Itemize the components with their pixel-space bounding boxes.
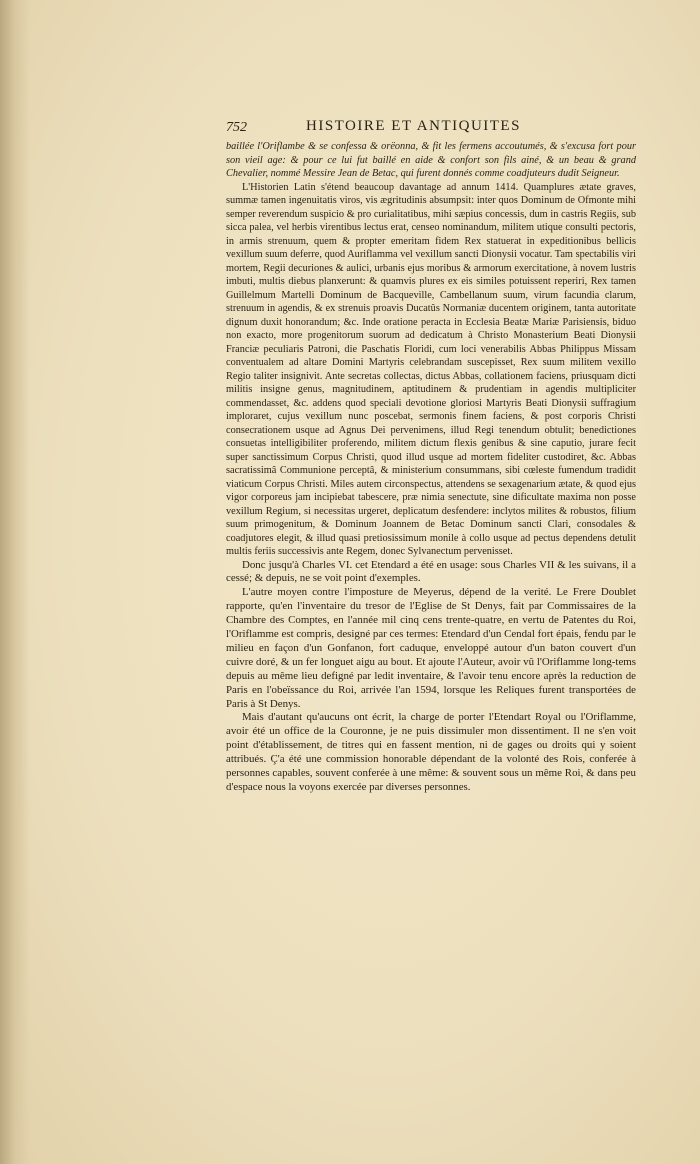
paragraph-4: L'autre moyen contre l'imposture de Meyerus, dépend de la verité. Le Frere Doublet rapporte, qu'en l'inventaire du tresor de l'Eglise de St Denys, fait par Commissaires de la Chambre des Comptes, en l'année mil cinq cens trente-quatre, en vertu de Patentes du Roi, l'Oriflamme est compris, designé par ces termes: Etendard d'un Cendal fort épais, fendu par le milieu en façon d'un Gonfanon, fort caduque, enveloppé autour d'un baton couvert d'un cuivre doré, & un fer longuet aigu au bout. Et ajoute l'Auteur, avoir vû l'Oriflamme long-tems depuis au même lieu defigné par ledit inventaire, & l'avoir tenu encore après la reduction de Paris en l'obeïssance du Roi, arrivée l'an 1594, lorsque les Reliques furent transportées de Paris à St Denys. [226, 586, 636, 710]
paragraph-5: Mais d'autant qu'aucuns ont écrit, la charge de porter l'Etendart Royal ou l'Oriflamme, avoir été un office de la Couronne, je ne puis dissimuler mon dissentiment. Il ne s'en voit point d'établissement, de titres qui en fassent mention, ni de gages ou droits qui y soient attribués. Ç'a été une commission honorable dépendant de la volonté des Rois, conferée à personnes capables, souvent conferée à une même: & souvent sous un même Roi, & dans peu d'espace nous la voyons exercée par diverses personnes. [226, 711, 636, 793]
running-title: HISTOIRE ET ANTIQUITES [306, 118, 521, 134]
body-text [226, 140, 636, 795]
paragraph-3: Donc jusqu'à Charles VI. cet Etendard a été en usage: sous Charles VII & les suivans, il a cessé; & depuis, ne se voit point d'exemples. [226, 558, 636, 585]
paragraph-2: L'Historien Latin s'étend beaucoup davantage ad annum 1414. Quamplures ætate graves, summæ tamen ingenuitatis viros, vis ægritudinis absumpsit: inter quos Dominum de Ofmonte mihi semper reverendum suspicio & pro curialitatibus, mihi sæpius concessis, dum in castris Regiis, sub sicca palea, vel herbis virentibus lectus erat, censeo nominandum, militem utique consulti pectoris, in armis strenuum, quem & propter emeritam fidem Rex statuerat in expeditionibus bellicis vexillum suum deferre, quod Auriflamma vel vexillum sancti Dionysii vocatur. Tam spectabilis viri mortem, Regii decuriones & aulici, urbanis ejus moribus & armorum exercitatione, à novem lustris imbuti, multis diebus planxerunt: & quamvis plures ex eis similes potuissent reperiri, Rex tamen Guillelmum Martelli Dominum de Bacqueville, Cambellanum suum, virum facundia clarum, strenuum in agendis, & ex strenuis proavis Ducatûs Normaniæ ducentem originem, tanta autoritate dignum duxit honorandum; &c. Inde oratione peracta in Ecclesia Beatæ Mariæ Parisiensis, biduo non exacto, more progenitorum suorum ad dedicatum à Christo Monasterium Beati Dionysii Franciæ peculiaris Patroni, die Paschatis Floridi, cum loci venerabilis Abbas Philippus Missam conventualem ad altare Domini Martyris celebrandam suscepisset, Rex suum militem vexillo Regio taliter insignivit. Ante secretas collectas, dictus Abbas, collationem faciens, priusquam dicti militis insigne genus, magnitudinem, aptitudinem & prudentiam in agendis multipliciter commendasset, &c. addens quod speciali devotione gloriosi Martyris Beati Dionysii suffragium imploraret, cujus vexillum nunc poscebat, sermonis finem faciens, & post corporis Christi consecrationem usque ad Agnus Dei pervenimens, illud Regi tenendum obtulit; benedictiones consuetas intelligibiliter proferendo, militem dictum flexis genibus & sine caputio, jurare fecit super sanctissimum Corpus Christi, quod illud usque ad mortem fideliter custodiret, &c. Abbas sacratissimâ Communione perceptâ, & ministerium consummans, sibi cœleste fumendum tradidit viaticum Corpus Christi. Miles autem circonspectus, attendens se sexagenarium ætate, & quod ejus vigor corporeus jam incipiebat tabescere, præ nimia senectute, sine dificultate maxima non posse vexillum Regium, si necessitas urgeret, deplicatum desfendere: inclytos milites & robustos, filium suum primogenitum, & Dominum Joannem de Betac Dominum sancti Clari, consodales & coadjutores elegit, & illud quasi pretiosissimum monile à collo usque ad pectus dependens detulit multis feriis successivis ante Regem, donec Sylvanectum pervenisset. [226, 181, 636, 557]
page-header [226, 118, 556, 138]
page-gutter-shadow [0, 0, 30, 1164]
page-number: 752 [226, 120, 247, 135]
paragraph-1: baillée l'Oriflambe & se confessa & orëonna, & fit les fermens accoutumés, & s'excusa fort pour son vieil age: & pour ce lui fut baillé en aide & confort son fils ainé, & un beau & grand Chevalier, nommé Messire Jean de Betac, qui furent donnés comme coadjuteurs dudit Seigneur. [226, 141, 636, 179]
